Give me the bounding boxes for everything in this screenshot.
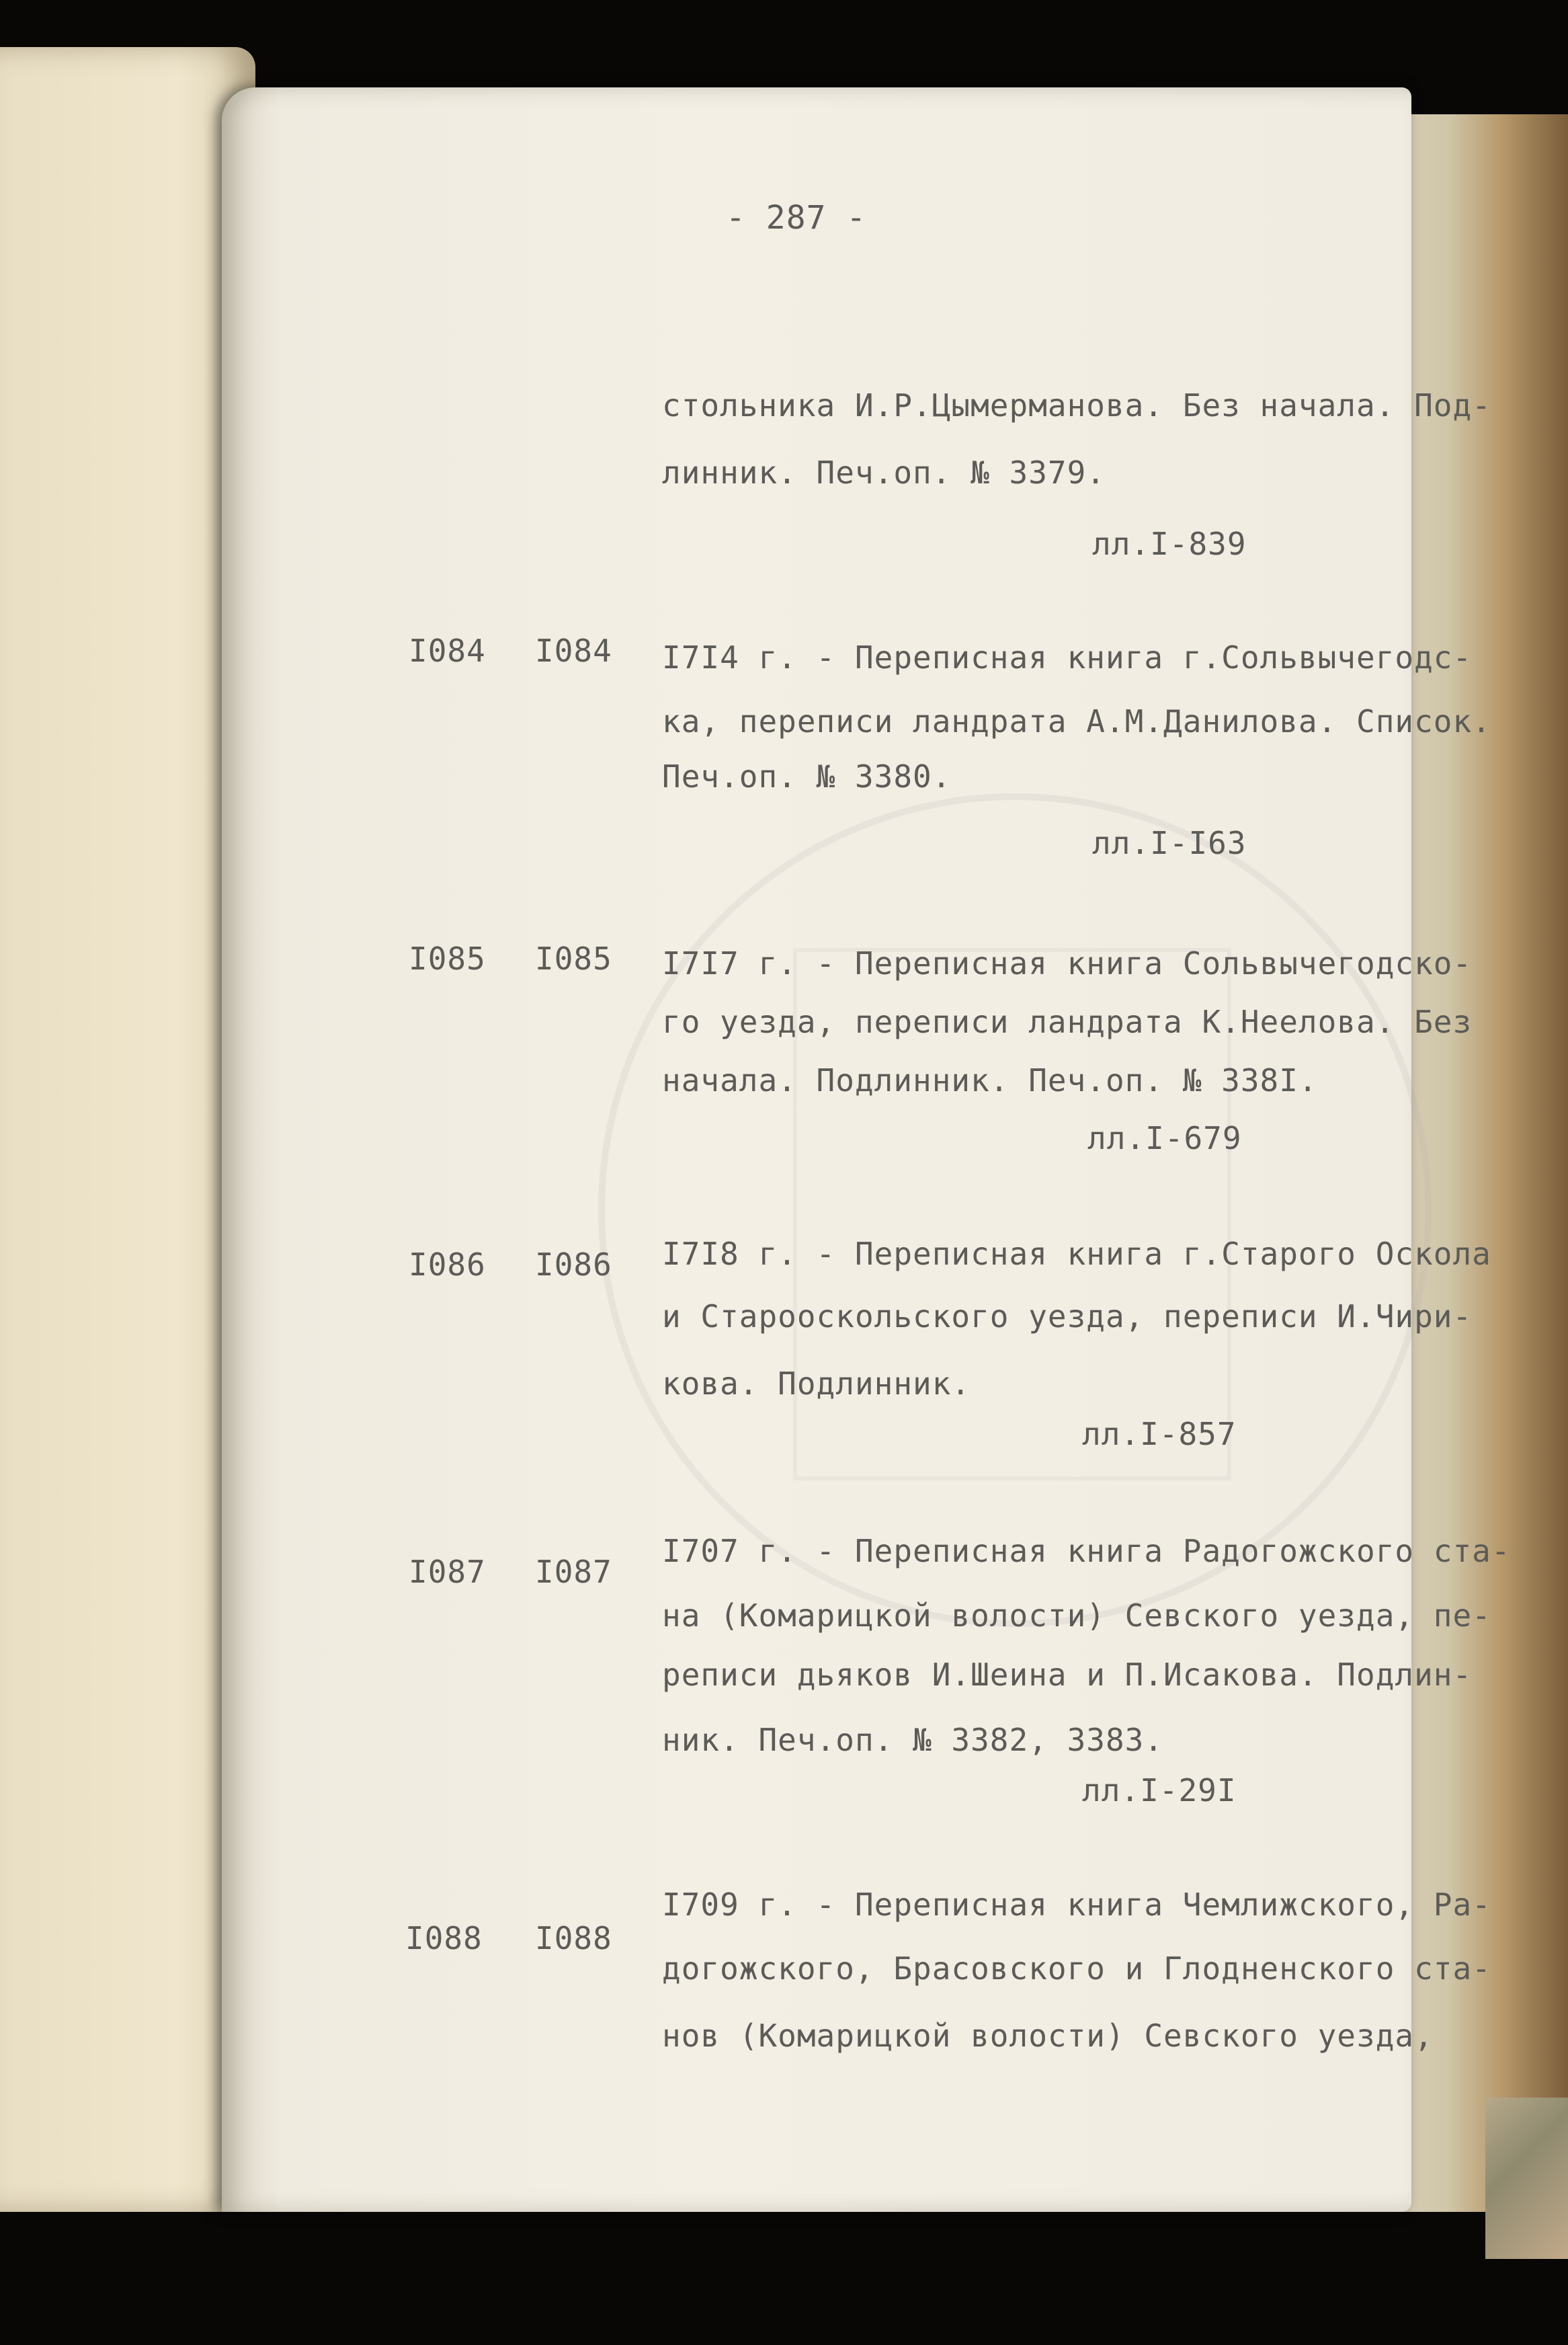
folio-range: лл.I-I63	[1092, 825, 1247, 861]
entry-line: начала. Подлинник. Печ.оп. № 338I.	[662, 1062, 1318, 1099]
entry-line: ка, переписи ландрата А.М.Данилова. Список.	[662, 703, 1491, 740]
entry-line: I709 г. - Переписная книга Чемлижского, Ра-	[662, 1886, 1491, 1923]
entry-line: реписи дьяков И.Шеина и П.Исакова. Подлин-	[662, 1657, 1473, 1693]
entry-line: и Старооскольского уезда, переписи И.Чири-	[662, 1298, 1473, 1335]
entry-line: ник. Печ.оп. № 3382, 3383.	[662, 1722, 1164, 1758]
page-number: - 287 -	[726, 199, 867, 237]
folio-range: лл.I-679	[1087, 1120, 1242, 1156]
folio-range: лл.I-29I	[1082, 1772, 1237, 1809]
entry-line: нов (Комарицкой волости) Севского уезда,	[662, 2018, 1434, 2054]
old-inventory-number: I085	[535, 941, 612, 977]
entry-line: Печ.оп. № 3380.	[662, 758, 952, 795]
old-inventory-number: I088	[535, 1920, 612, 1956]
entry-line: кова. Подлинник.	[662, 1365, 971, 1402]
continuation-line: стольника И.Р.Цымерманова. Без начала. Под-	[662, 387, 1491, 424]
inventory-number: I085	[409, 941, 486, 977]
inventory-number: I086	[409, 1246, 486, 1283]
entry-line: I707 г. - Переписная книга Радогожского ста-	[662, 1533, 1511, 1569]
old-inventory-number: I084	[535, 633, 612, 669]
entry-line: I7I4 г. - Переписная книга г.Сольвычегодс-	[662, 639, 1473, 676]
entry-line: I7I8 г. - Переписная книга г.Старого Оскола	[662, 1236, 1491, 1272]
book-cover-corner	[1485, 2098, 1568, 2259]
old-inventory-number: I086	[535, 1246, 612, 1283]
entry-line: догожского, Брасовского и Глодненского ста-	[662, 1950, 1491, 1987]
inventory-number: I088	[405, 1920, 483, 1956]
folio-range: лл.I-857	[1082, 1416, 1237, 1452]
left-page	[0, 47, 255, 2212]
archive-stamp-watermark	[598, 793, 1432, 1627]
entry-line: на (Комарицкой волости) Севского уезда, пе-	[662, 1597, 1491, 1634]
old-inventory-number: I087	[535, 1554, 612, 1590]
entry-line: го уезда, переписи ландрата К.Неелова. Без	[662, 1004, 1473, 1040]
inventory-number: I087	[409, 1554, 486, 1590]
folio-range: лл.I-839	[1092, 526, 1247, 562]
inventory-number: I084	[409, 633, 486, 669]
entry-line: I7I7 г. - Переписная книга Сольвычегодско-	[662, 945, 1473, 982]
continuation-line: линник. Печ.оп. № 3379.	[662, 454, 1106, 491]
